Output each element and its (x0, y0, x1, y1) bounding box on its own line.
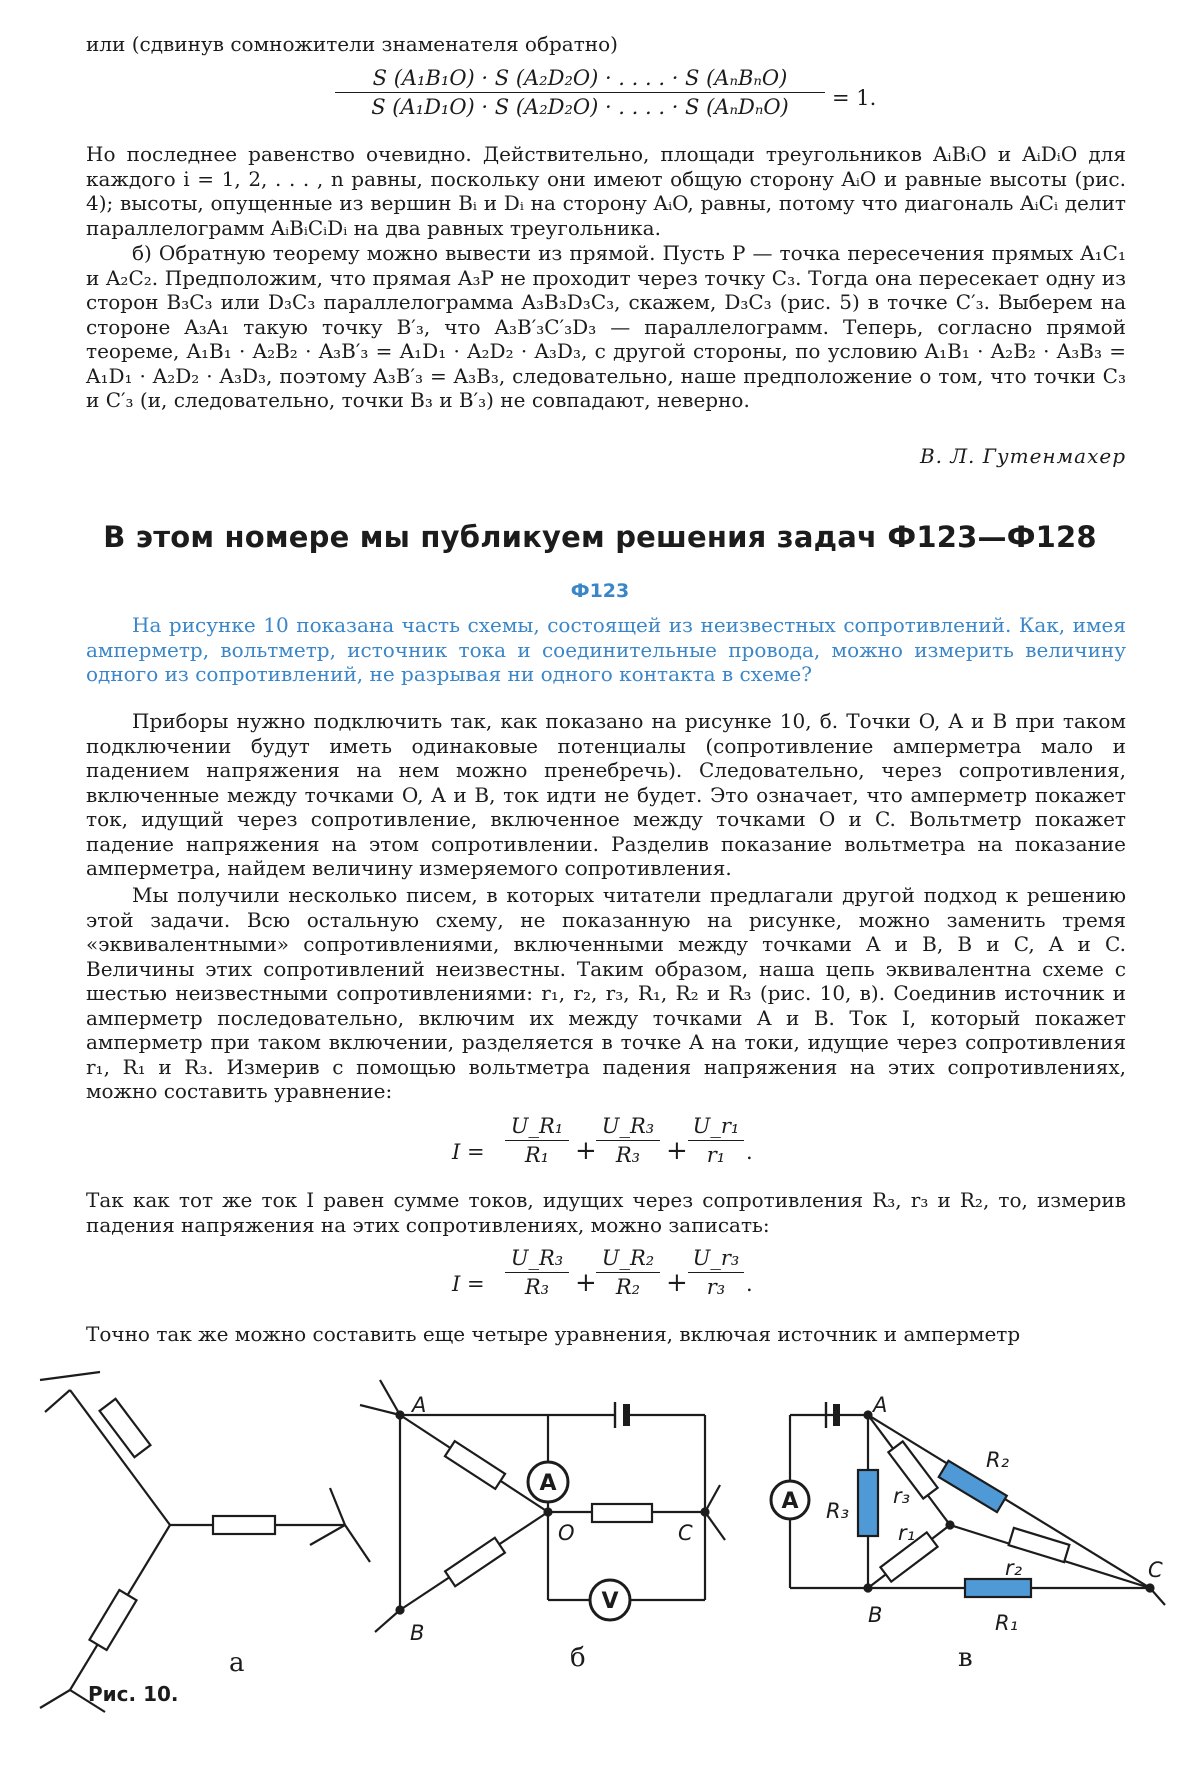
area-ratio-fraction (335, 66, 825, 119)
wire-stub (310, 1525, 345, 1545)
term-numerator: U_r₃ (688, 1246, 744, 1273)
node-label-b: B (410, 1621, 425, 1645)
node-label-b: B (868, 1603, 883, 1627)
plus-sign: + (666, 1268, 688, 1298)
problem-statement: На рисунке 10 показана часть схемы, состоящей из неизвестных сопротивлений. Как, имея амперметр, вольтметр, источник тока и соединительные провода, можно измерить величину одного из сопротивлений, не разрывая ни одного контакта в схеме? (86, 613, 1126, 686)
label-r2: r₂ (1005, 1556, 1023, 1580)
node-label-a: A (412, 1393, 427, 1417)
diagram-b-measurement (360, 1380, 725, 1632)
plus-sign: + (575, 1136, 597, 1166)
author-signature: В. Л. Гутенмахер (919, 444, 1126, 468)
wire-stub (345, 1525, 370, 1562)
equation-1-term-3 (688, 1114, 744, 1167)
battery-short-plate (833, 1404, 840, 1426)
wire-stub (330, 1488, 345, 1525)
term-denominator: R₂ (615, 1275, 641, 1299)
equation-1-term-2 (596, 1114, 660, 1167)
equation-2-term-1 (505, 1246, 569, 1299)
label-r1: r₁ (898, 1521, 916, 1545)
wire-stub (45, 1390, 70, 1412)
node-label-a: A (873, 1393, 888, 1417)
diagram-a-star-network (40, 1372, 370, 1712)
equation-2-lhs: I = (452, 1272, 485, 1296)
node-dot (397, 1412, 404, 1419)
label-R1: R₁ (995, 1611, 1019, 1635)
section-heading: В этом номере мы публикуем решения задач Ф123—Ф128 (103, 520, 1097, 554)
equation-1-term-1 (505, 1114, 569, 1167)
resistor (100, 1399, 151, 1457)
equation-2-term-3 (688, 1246, 744, 1299)
term-numerator: U_R₃ (596, 1114, 660, 1141)
ammeter-label: A (539, 1471, 557, 1496)
voltmeter-label: V (601, 1589, 619, 1614)
wire-stub (40, 1372, 100, 1380)
wire-stub (40, 1690, 70, 1708)
battery-short-plate (623, 1404, 630, 1426)
resistor-R1 (965, 1579, 1031, 1597)
term-denominator: R₃ (524, 1275, 550, 1299)
node-dot (397, 1607, 404, 1614)
equation-1-lhs: I = (452, 1140, 485, 1164)
resistor (213, 1516, 275, 1534)
plus-sign: + (666, 1136, 688, 1166)
label-R2: R₂ (986, 1448, 1010, 1472)
problem-number: Ф123 (570, 580, 630, 602)
node-dot (545, 1509, 552, 1516)
ammeter-label: A (781, 1489, 799, 1514)
node-dot (865, 1585, 872, 1592)
plus-sign: + (575, 1268, 597, 1298)
figure-caption: Рис. 10. (88, 1682, 179, 1706)
paragraph-proof-converse: б) Обратную теорему можно вывести из прямой. Пусть P — точка пересечения прямых A₁C₁ и A₂C₂. Предположим, что прямая A₃P не проходит через точку C₃. Тогда она пересекает одну из сторон B₃C₃ или D₃C₃ параллелограмма A₃B₃D₃C₃, скажем, D₃C₃ (рис. 5) в точке C′₃. Выберем на стороне A₃A₁ такую точку B′₃, что A₃B′₃C′₃D₃ — параллелограмм. Теперь, согласно прямой теореме, A₁B₁ · A₂B₂ · A₃B′₃ = A₁D₁ · A₂D₂ · A₃D₃, с другой стороны, по условию A₁B₁ · A₂B₂ · A₃B₃ = A₁D₁ · A₂D₂ · A₃D₃, поэтому A₃B′₃ = A₃B₃, следовательно, наше предположение о том, что точки C₃ и C′₃ (и, следовательно, точки B₃ и B′₃) не совпадают, неверно. (86, 241, 1126, 412)
intro-line: или (сдвинув сомножители знаменателя обратно) (86, 32, 618, 56)
node-dot (702, 1509, 709, 1516)
subfigure-label-a: а (229, 1648, 245, 1678)
resistor-R3 (858, 1470, 878, 1536)
term-numerator: U_R₃ (505, 1246, 569, 1273)
fraction-rhs: = 1. (832, 86, 877, 110)
between-equations-text: Так как тот же ток I равен сумме токов, идущих через сопротивления R₃, r₃ и R₂, то, измерив падения напряжения на этих сопротивлениях, можно записать: (86, 1188, 1126, 1237)
subfigure-label-c: в (958, 1643, 973, 1673)
solution-paragraph-2: Мы получили несколько писем, в которых читатели предлагали другой подход к решению этой задачи. Всю остальную схему, не показанную на рисунке, можно заменить тремя «эквивалентными» сопротивлениями, включенными между точками A и B, B и C, A и C. Величины этих сопротивлений неизвестны. Таким образом, наша цепь эквивалентна схеме с шестью неизвестными сопротивлениями: r₁, r₂, r₃, R₁, R₂ и R₃ (рис. 10, в). Соединив источник и амперметр последовательно, включим их между точками A и B. Ток I, который покажет амперметр при таком включении, разделяется в точке A на токи, идущие через сопротивления r₁, R₁ и R₃. Измерив с помощью вольтметра падения напряжения на этих сопротивлениях, можно составить уравнение: (86, 883, 1126, 1103)
resistor-oa (445, 1441, 505, 1489)
node-label-c: C (1148, 1558, 1163, 1582)
node-label-o: O (558, 1521, 575, 1545)
term-numerator: U_R₁ (505, 1114, 569, 1141)
term-numerator: U_R₂ (596, 1246, 660, 1273)
resistor-oc (592, 1504, 652, 1522)
node-label-c: C (678, 1521, 693, 1545)
equation-2-term-2 (596, 1246, 660, 1299)
node-dot (1147, 1585, 1154, 1592)
last-line: Точно так же можно составить еще четыре уравнения, включая источник и амперметр (86, 1322, 1021, 1346)
term-denominator: R₁ (524, 1143, 550, 1167)
node-dot (947, 1522, 954, 1529)
equation-end: . (746, 1140, 753, 1164)
term-denominator: r₃ (706, 1275, 726, 1299)
wire-stub (375, 1610, 400, 1632)
subfigure-label-b: б (570, 1643, 586, 1673)
paragraph-proof-direct: Но последнее равенство очевидно. Действительно, площади треугольников AᵢBᵢO и AᵢDᵢO для каждого i = 1, 2, . . . , n равны, поскольку они имеют общую сторону AᵢO и равные высоты (рис. 4); высоты, опущенные из вершин Bᵢ и Dᵢ на сторону AᵢO, равны, потому что диагональ AᵢCᵢ делит параллелограмм AᵢBᵢCᵢDᵢ на два равных треугольника. (86, 142, 1126, 240)
solution-paragraph-1: Приборы нужно подключить так, как показано на рисунке 10, б. Точки O, A и B при таком подключении будут иметь одинаковые потенциалы (сопротивление амперметра мало и падением напряжения на нем можно пренебречь). Следовательно, через сопротивления, включенные между точками O, A и B, ток идти не будет. Это означает, что амперметр покажет ток, идущий через сопротивление, включенное между точками O и C. Вольтметр покажет падение напряжения на этом сопротивлении. Разделив показание вольтметра на показание амперметра, найдем величину измеряемого сопротивления. (86, 709, 1126, 880)
node-dot (865, 1412, 872, 1419)
term-denominator: R₃ (615, 1143, 641, 1167)
label-R3: R₃ (826, 1499, 850, 1523)
fraction-numerator: S (A₁B₁O) · S (A₂D₂O) · . . . . · S (AₙBₙO) (335, 66, 825, 93)
term-numerator: U_r₁ (688, 1114, 744, 1141)
fraction-denominator: S (A₁D₁O) · S (A₂D₂O) · . . . . · S (AₙDₙO) (371, 95, 789, 119)
term-denominator: r₁ (706, 1143, 726, 1167)
resistor (89, 1590, 136, 1650)
resistor-ob (445, 1538, 505, 1586)
label-r3: r₃ (893, 1484, 911, 1508)
wire-stub (705, 1512, 725, 1540)
figure-10 (0, 1340, 1200, 1790)
equation-end: . (746, 1272, 753, 1296)
wire-stub (705, 1485, 720, 1512)
